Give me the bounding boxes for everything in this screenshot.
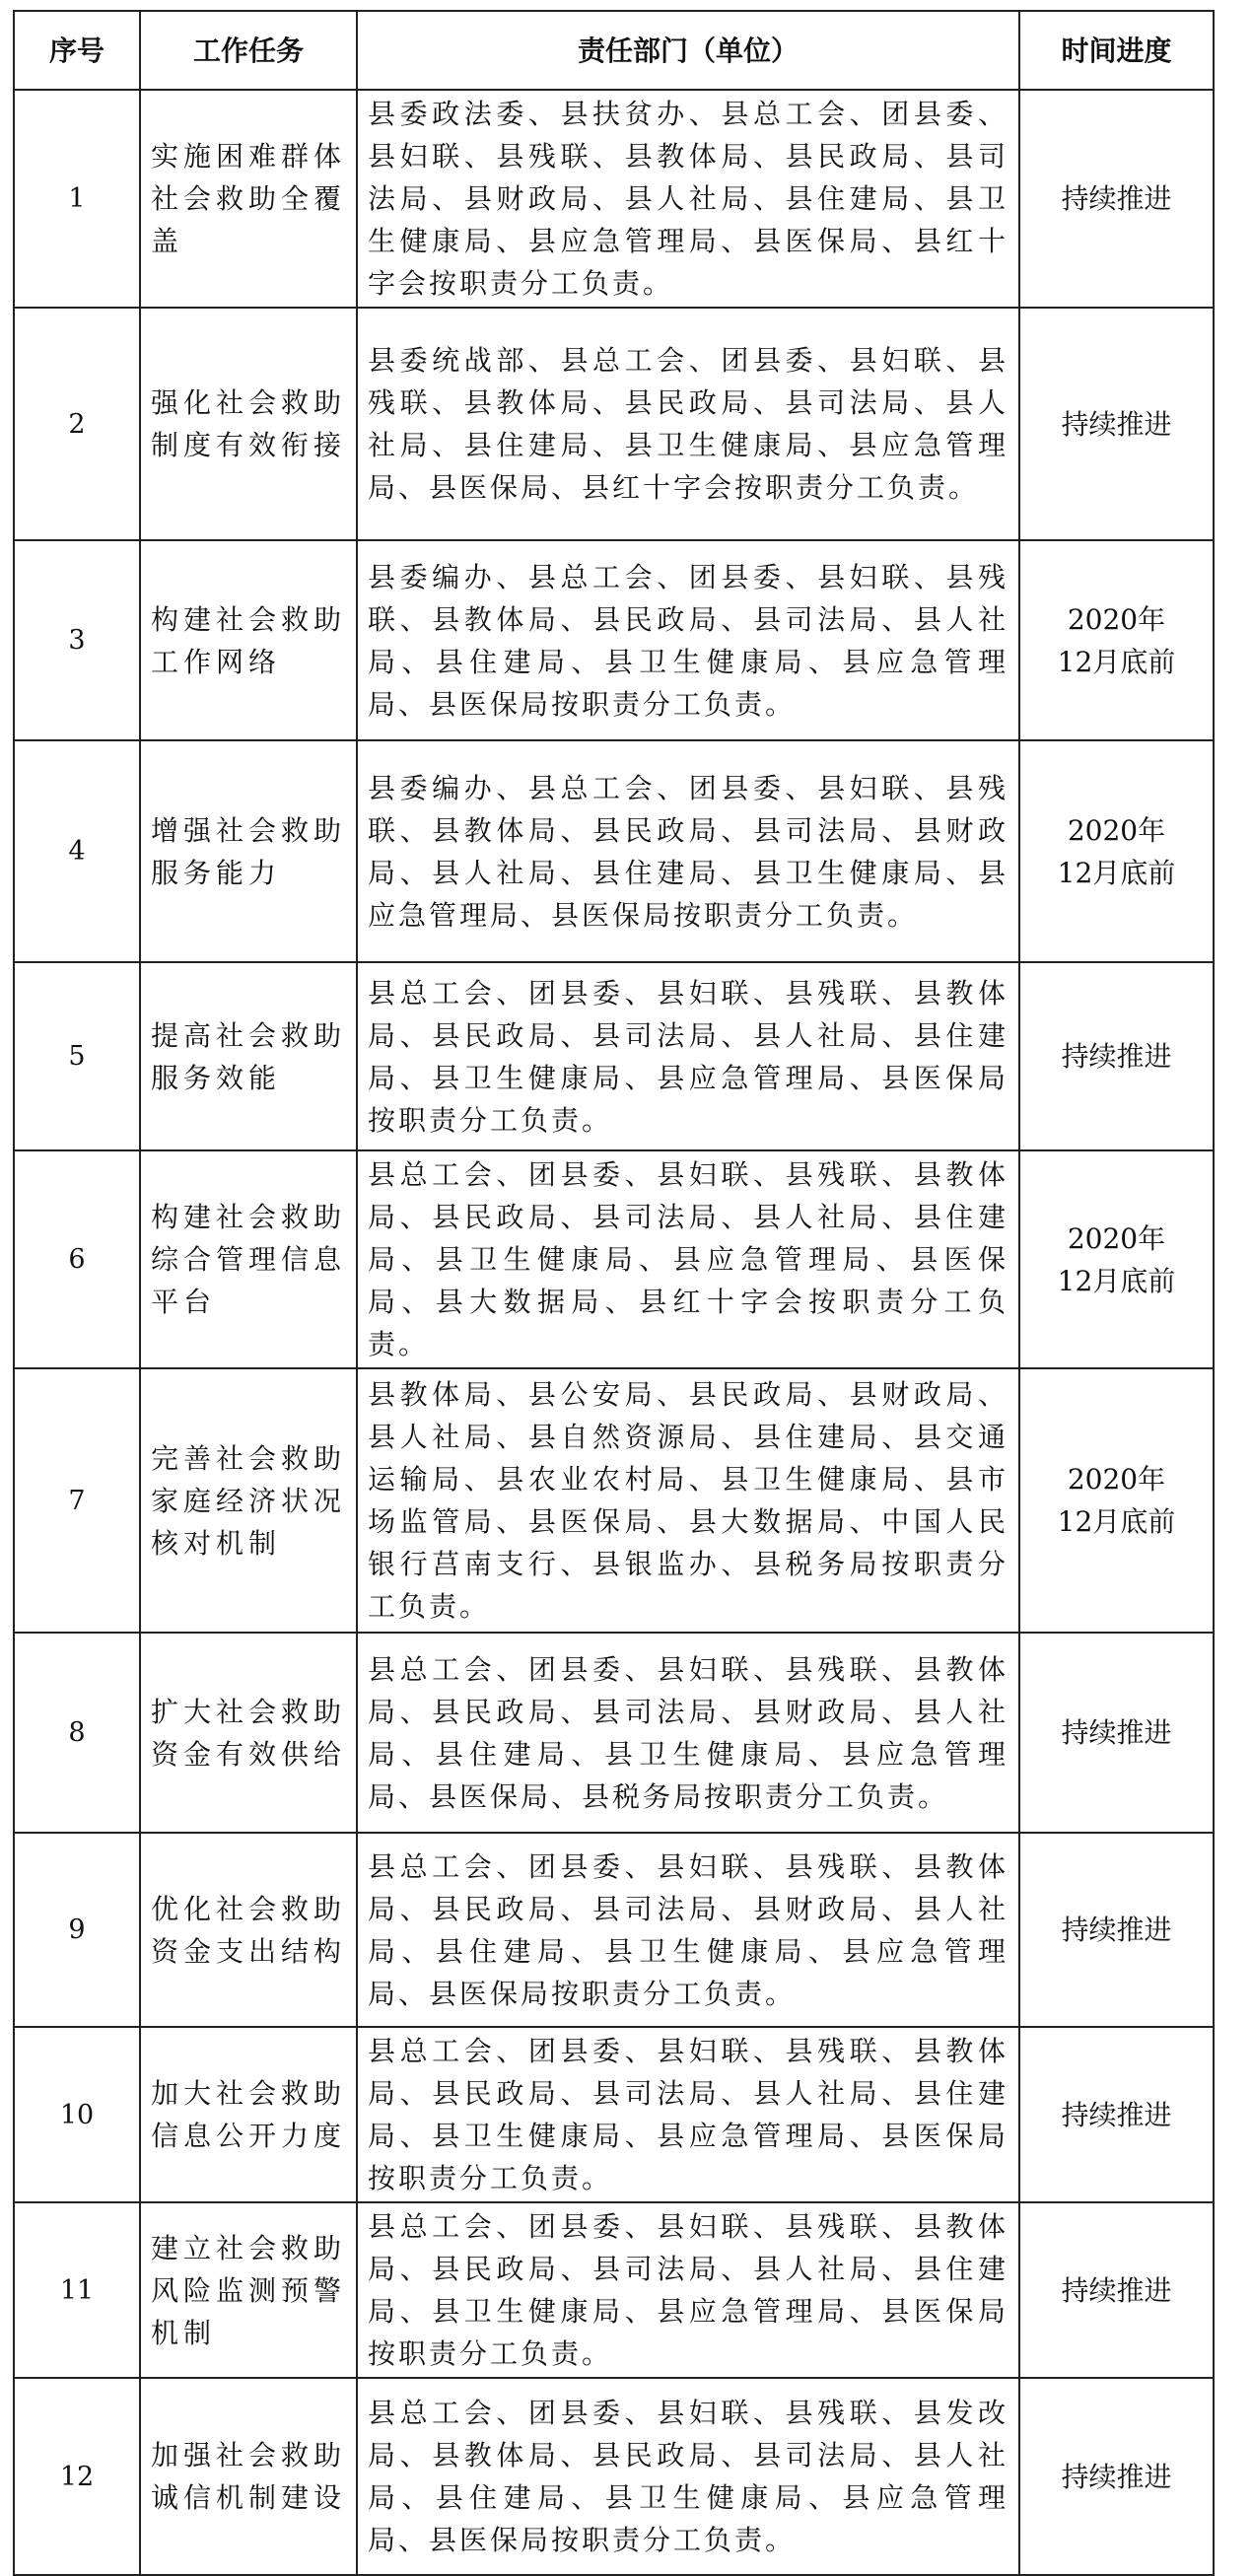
table-row [14, 540, 1214, 740]
table-row [14, 962, 1214, 1150]
row-serial: 6 [14, 1150, 140, 1368]
row-department: 县总工会、团县委、县妇联、县残联、县发改局、县教体局、县民政局、县司法局、县人社局、县住建局、县卫生健康局、县应急管理局、县医保局按职责分工负责。 [357, 2378, 1019, 2575]
row-schedule: 2020年 12月底前 [1019, 1368, 1214, 1633]
row-department: 县委政法委、县扶贫办、县总工会、团县委、县妇联、县残联、县教体局、县民政局、县司法局、县财政局、县人社局、县住建局、县卫生健康局、县应急管理局、县医保局、县红十字会按职责分工负责。 [357, 90, 1019, 308]
row-task: 构建社会救助工作网络 [140, 540, 357, 740]
row-schedule: 持续推进 [1019, 2202, 1214, 2378]
table-row [14, 740, 1214, 962]
row-serial: 2 [14, 308, 140, 540]
table-row [14, 1150, 1214, 1368]
row-serial: 12 [14, 2378, 140, 2575]
header-department: 责任部门（单位） [357, 11, 1019, 90]
row-serial: 10 [14, 2027, 140, 2202]
row-task: 扩大社会救助资金有效供给 [140, 1633, 357, 1833]
row-schedule: 持续推进 [1019, 2027, 1214, 2202]
row-department: 县委编办、县总工会、团县委、县妇联、县残联、县教体局、县民政局、县司法局、县财政局、县人社局、县住建局、县卫生健康局、县应急管理局、县医保局按职责分工负责。 [357, 740, 1019, 962]
row-task: 构建社会救助综合管理信息平台 [140, 1150, 357, 1368]
row-task: 强化社会救助制度有效衔接 [140, 308, 357, 540]
row-schedule: 持续推进 [1019, 1633, 1214, 1833]
row-schedule: 持续推进 [1019, 962, 1214, 1150]
row-serial: 5 [14, 962, 140, 1150]
row-schedule: 2020年 12月底前 [1019, 1150, 1214, 1368]
row-serial: 9 [14, 1833, 140, 2027]
row-serial: 3 [14, 540, 140, 740]
row-serial: 8 [14, 1633, 140, 1833]
row-schedule: 2020年 12月底前 [1019, 740, 1214, 962]
row-schedule: 持续推进 [1019, 90, 1214, 308]
row-task: 加大社会救助信息公开力度 [140, 2027, 357, 2202]
table-row [14, 2202, 1214, 2378]
row-schedule: 持续推进 [1019, 308, 1214, 540]
row-serial: 1 [14, 90, 140, 308]
table-row [14, 2378, 1214, 2575]
table-row [14, 2027, 1214, 2202]
table-header-row [14, 11, 1214, 90]
row-task: 建立社会救助风险监测预警机制 [140, 2202, 357, 2378]
row-department: 县教体局、县公安局、县民政局、县财政局、县人社局、县自然资源局、县住建局、县交通运输局、县农业农村局、县卫生健康局、县市场监管局、县医保局、县大数据局、中国人民银行莒南支行、县银监办、县税务局按职责分工负责。 [357, 1368, 1019, 1633]
row-department: 县总工会、团县委、县妇联、县残联、县教体局、县民政局、县司法局、县人社局、县住建局、县卫生健康局、县应急管理局、县医保局按职责分工负责。 [357, 2202, 1019, 2378]
task-table [13, 10, 1215, 2576]
row-serial: 11 [14, 2202, 140, 2378]
table-row [14, 90, 1214, 308]
table-row [14, 1368, 1214, 1633]
table-row [14, 1633, 1214, 1833]
row-schedule: 持续推进 [1019, 2378, 1214, 2575]
row-task: 加强社会救助诚信机制建设 [140, 2378, 357, 2575]
row-department: 县委编办、县总工会、团县委、县妇联、县残联、县教体局、县民政局、县司法局、县人社局、县住建局、县卫生健康局、县应急管理局、县医保局按职责分工负责。 [357, 540, 1019, 740]
row-task: 优化社会救助资金支出结构 [140, 1833, 357, 2027]
row-department: 县总工会、团县委、县妇联、县残联、县教体局、县民政局、县司法局、县人社局、县住建局、县卫生健康局、县应急管理局、县医保局按职责分工负责。 [357, 962, 1019, 1150]
row-task: 提高社会救助服务效能 [140, 962, 357, 1150]
row-task: 增强社会救助服务能力 [140, 740, 357, 962]
row-serial: 4 [14, 740, 140, 962]
row-schedule: 2020年 12月底前 [1019, 540, 1214, 740]
task-table-container [13, 10, 1215, 2576]
row-department: 县总工会、团县委、县妇联、县残联、县教体局、县民政局、县司法局、县财政局、县人社局、县住建局、县卫生健康局、县应急管理局、县医保局、县税务局按职责分工负责。 [357, 1633, 1019, 1833]
table-row [14, 1833, 1214, 2027]
row-department: 县总工会、团县委、县妇联、县残联、县教体局、县民政局、县司法局、县人社局、县住建局、县卫生健康局、县应急管理局、县医保局按职责分工负责。 [357, 2027, 1019, 2202]
row-department: 县总工会、团县委、县妇联、县残联、县教体局、县民政局、县司法局、县财政局、县人社局、县住建局、县卫生健康局、县应急管理局、县医保局按职责分工负责。 [357, 1833, 1019, 2027]
row-serial: 7 [14, 1368, 140, 1633]
table-row [14, 308, 1214, 540]
header-serial: 序号 [14, 11, 140, 90]
header-task: 工作任务 [140, 11, 357, 90]
row-task: 完善社会救助家庭经济状况核对机制 [140, 1368, 357, 1633]
row-department: 县委统战部、县总工会、团县委、县妇联、县残联、县教体局、县民政局、县司法局、县人社局、县住建局、县卫生健康局、县应急管理局、县医保局、县红十字会按职责分工负责。 [357, 308, 1019, 540]
row-schedule: 持续推进 [1019, 1833, 1214, 2027]
row-department: 县总工会、团县委、县妇联、县残联、县教体局、县民政局、县司法局、县人社局、县住建局、县卫生健康局、县应急管理局、县医保局、县大数据局、县红十字会按职责分工负责。 [357, 1150, 1019, 1368]
row-task: 实施困难群体社会救助全覆盖 [140, 90, 357, 308]
header-schedule: 时间进度 [1019, 11, 1214, 90]
